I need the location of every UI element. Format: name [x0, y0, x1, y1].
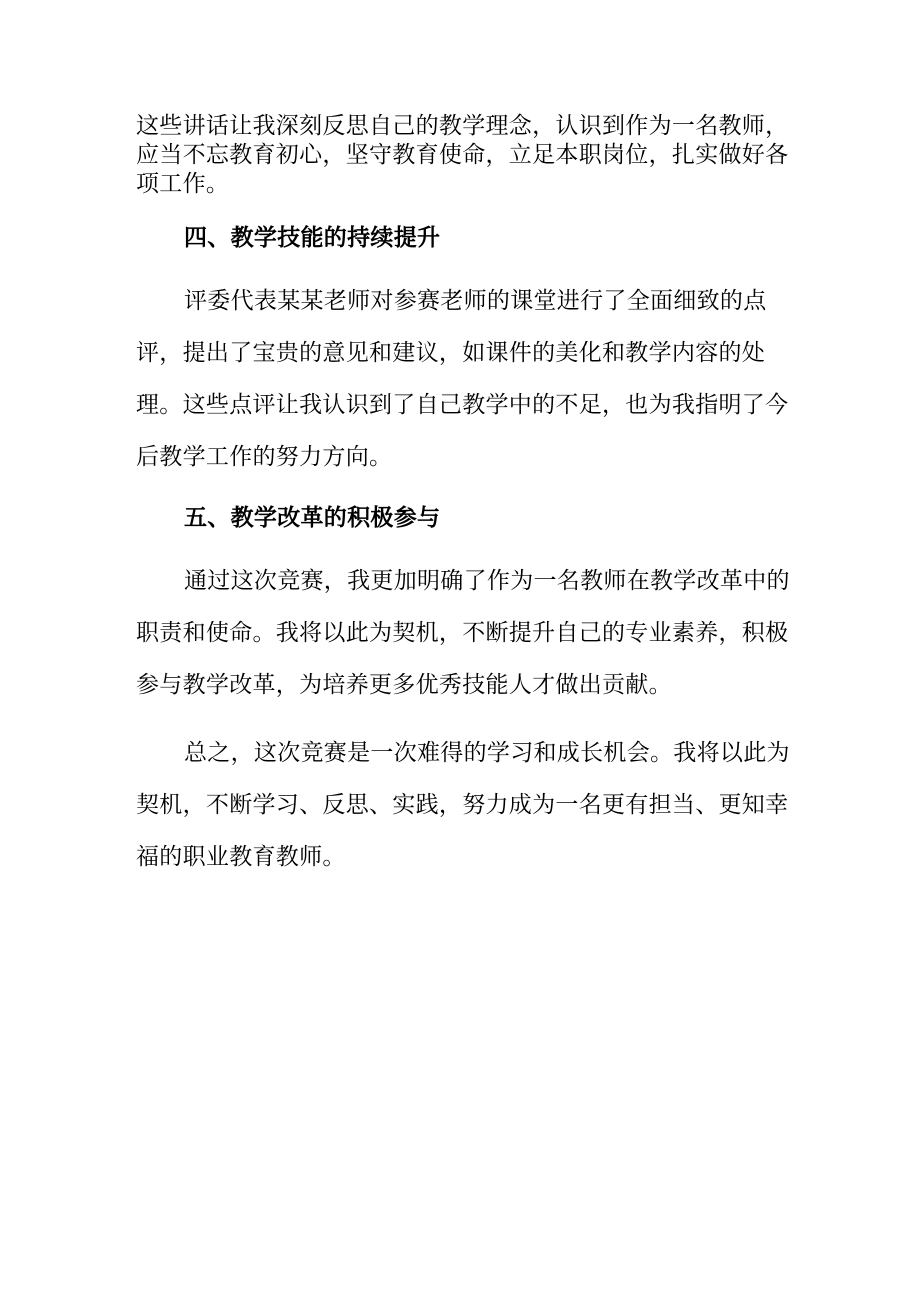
section-5-paragraph-1: 通过这次竞赛，我更加明确了作为一名教师在教学改革中的职责和使命。我将以此为契机，不断提升自己的专业素养，积极参与教学改革，为培养更多优秀技能人才做出贡献。	[136, 568, 790, 698]
section-4-paragraph-1: 评委代表某某老师对参赛老师的课堂进行了全面细致的点评，提出了宝贵的意见和建议，如课件的美化和教学内容的处理。这些点评让我认识到了自己教学中的不足，也为我指明了今后教学工作的努力方向。	[136, 288, 789, 470]
lead-paragraph: 这些讲话让我深刻反思自己的教学理念，认识到作为一名教师，应当不忘教育初心，坚守教育使命，立足本职岗位，扎实做好各项工作。	[136, 113, 789, 197]
section-heading-5: 五、教学改革的积极参与	[184, 505, 441, 531]
section-heading-4: 四、教学技能的持续提升	[184, 225, 441, 251]
document-body	[136, 112, 796, 903]
conclusion-paragraph: 总之，这次竞赛是一次难得的学习和成长机会。我将以此为契机，不断学习、反思、实践，努力成为一名更有担当、更知幸福的职业教育教师。	[136, 740, 790, 870]
